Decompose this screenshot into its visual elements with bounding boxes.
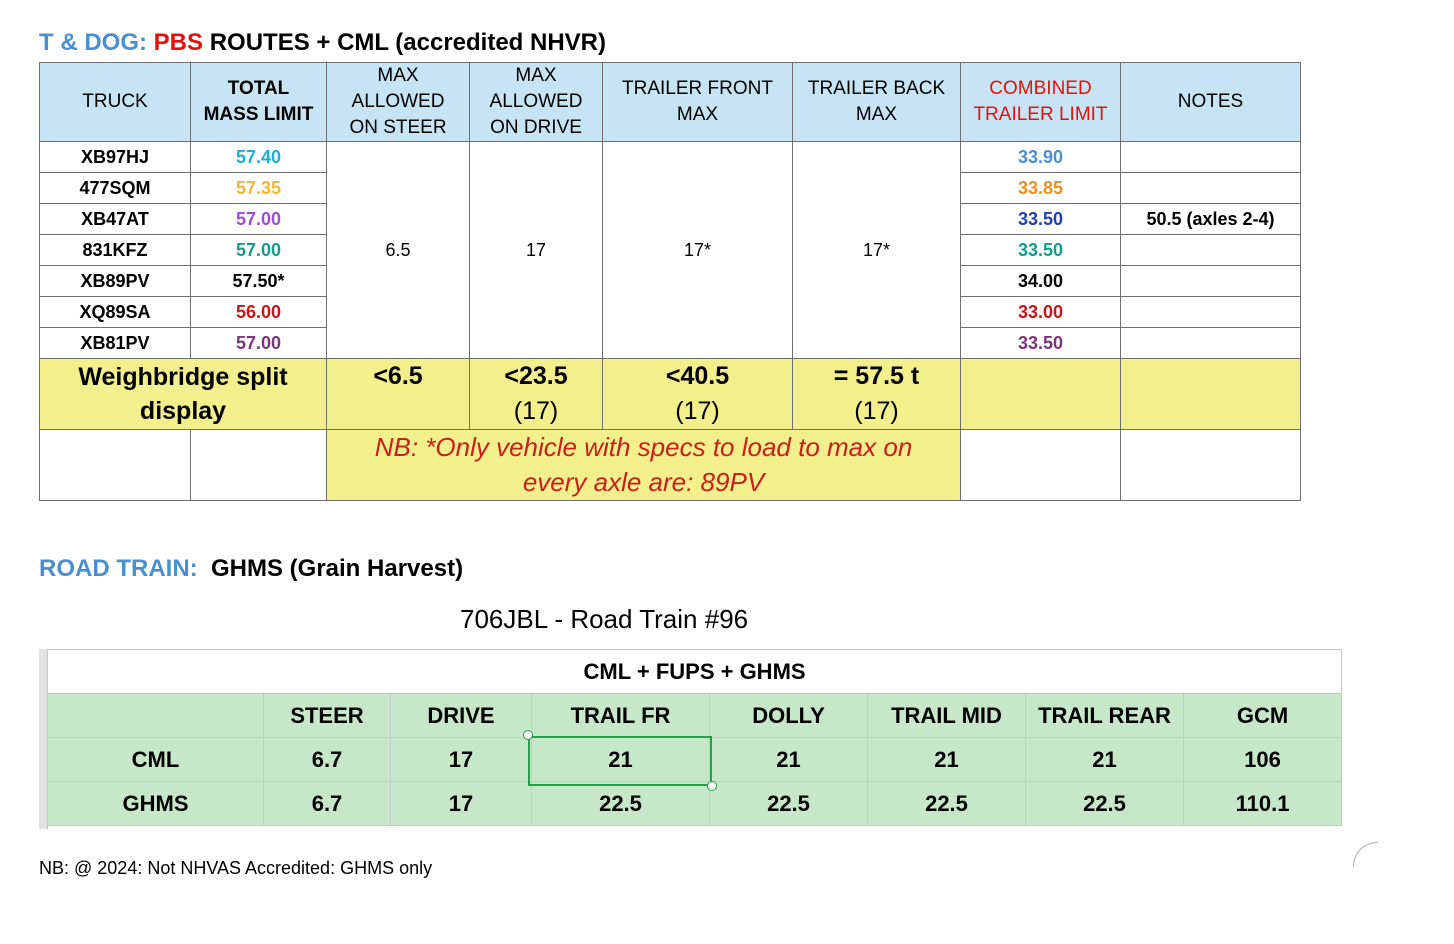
notes-cell	[1121, 173, 1301, 204]
trailer-front-value: 17*	[603, 142, 793, 359]
caption-row	[48, 650, 1342, 694]
table-row	[48, 782, 1342, 826]
section-title-t-and-dog	[39, 29, 606, 57]
table-header-row	[40, 63, 1301, 142]
notes-cell: 50.5 (axles 2-4)	[1121, 204, 1301, 235]
truck-cell: XB81PV	[40, 328, 191, 359]
header-cell[interactable]: TRAIL FR	[532, 694, 710, 738]
header-cell[interactable]: GCM	[1184, 694, 1342, 738]
combined-limit-cell: 33.90	[961, 142, 1121, 173]
data-cell[interactable]: 22.5	[532, 782, 710, 826]
data-cell[interactable]: 110.1	[1184, 782, 1342, 826]
footnote: NB: @ 2024: Not NHVAS Accredited: GHMS only	[39, 858, 433, 878]
trailer-back-value: 17*	[793, 142, 961, 359]
max-drive-value: 17	[470, 142, 603, 359]
truck-cell: XQ89SA	[40, 297, 191, 328]
title-pbs: PBS	[153, 29, 204, 56]
header-cell[interactable]: TRAIL REAR	[1026, 694, 1184, 738]
header-cell[interactable]	[48, 694, 264, 738]
combined-limit-cell: 33.50	[961, 328, 1121, 359]
title-rest: ROUTES + CML (accredited NHVR)	[209, 29, 606, 56]
mass-limit-cell: 57.00	[191, 235, 327, 266]
nb-row	[40, 430, 1301, 501]
header-row	[48, 694, 1342, 738]
header-cell[interactable]: STEER	[264, 694, 391, 738]
data-cell[interactable]: 22.5	[710, 782, 868, 826]
weighbridge-trailer-front: <40.5 (17)	[603, 359, 793, 430]
data-cell[interactable]: 21	[710, 738, 868, 782]
title-prefix: ROAD TRAIN:	[39, 555, 198, 582]
data-cell[interactable]: 6.7	[264, 738, 391, 782]
header-combined-limit: COMBINED TRAILER LIMIT	[961, 63, 1121, 142]
combined-limit-cell: 33.50	[961, 235, 1121, 266]
combined-limit-cell: 33.85	[961, 173, 1121, 204]
combined-limit-cell: 34.00	[961, 266, 1121, 297]
empty-cell	[40, 430, 191, 501]
table-row	[40, 142, 1301, 173]
section-title-road-train	[39, 555, 463, 583]
selection-handle-bottom-right[interactable]	[707, 781, 717, 791]
header-trailer-front: TRAILER FRONT MAX	[603, 63, 793, 142]
truck-cell: XB47AT	[40, 204, 191, 235]
selected-cell[interactable]: 21	[532, 738, 710, 782]
truck-cell: 831KFZ	[40, 235, 191, 266]
data-cell[interactable]: 17	[391, 782, 532, 826]
mass-limit-cell: 57.00	[191, 328, 327, 359]
max-steer-value: 6.5	[327, 142, 470, 359]
weighbridge-label: Weighbridge split display	[40, 359, 327, 430]
truck-cell: XB89PV	[40, 266, 191, 297]
data-cell[interactable]: 17	[391, 738, 532, 782]
header-notes: NOTES	[1121, 63, 1301, 142]
notes-cell	[1121, 235, 1301, 266]
header-trailer-back: TRAILER BACK MAX	[793, 63, 961, 142]
weighbridge-empty-cell	[961, 359, 1121, 430]
mass-limit-cell: 56.00	[191, 297, 327, 328]
t-dog-mass-table	[39, 62, 1301, 501]
data-cell[interactable]: 21	[1026, 738, 1184, 782]
road-train-label: 706JBL - Road Train #96	[460, 604, 749, 634]
weighbridge-row	[40, 359, 1301, 430]
weighbridge-steer: <6.5	[327, 359, 470, 430]
combined-limit-cell: 33.50	[961, 204, 1121, 235]
truck-cell: 477SQM	[40, 173, 191, 204]
notes-cell	[1121, 297, 1301, 328]
data-cell[interactable]: 21	[868, 738, 1026, 782]
header-cell[interactable]: DRIVE	[391, 694, 532, 738]
mass-limit-cell: 57.00	[191, 204, 327, 235]
nb-note: NB: *Only vehicle with specs to load to max on every axle are: 89PV	[327, 430, 961, 501]
data-cell[interactable]: 106	[1184, 738, 1342, 782]
table-row	[48, 738, 1342, 782]
data-cell[interactable]: 6.7	[264, 782, 391, 826]
title-prefix: T & DOG:	[39, 29, 147, 56]
header-total-mass: TOTAL MASS LIMIT	[191, 63, 327, 142]
data-cell[interactable]: 22.5	[868, 782, 1026, 826]
resize-corner-icon[interactable]	[1353, 842, 1378, 867]
title-rest: GHMS (Grain Harvest)	[211, 555, 464, 582]
data-cell[interactable]: 22.5	[1026, 782, 1184, 826]
header-max-steer: MAX ALLOWED ON STEER	[327, 63, 470, 142]
mass-limit-cell: 57.40	[191, 142, 327, 173]
notes-cell	[1121, 142, 1301, 173]
truck-cell: XB97HJ	[40, 142, 191, 173]
header-truck: TRUCK	[40, 63, 191, 142]
header-cell[interactable]: TRAIL MID	[868, 694, 1026, 738]
table-caption[interactable]: CML + FUPS + GHMS	[48, 650, 1342, 694]
data-cell[interactable]: CML	[48, 738, 264, 782]
notes-cell	[1121, 328, 1301, 359]
empty-cell	[191, 430, 327, 501]
data-cell[interactable]: GHMS	[48, 782, 264, 826]
combined-limit-cell: 33.00	[961, 297, 1121, 328]
notes-cell	[1121, 266, 1301, 297]
empty-cell	[961, 430, 1121, 501]
weighbridge-empty-cell	[1121, 359, 1301, 430]
empty-cell	[1121, 430, 1301, 501]
mass-limit-cell: 57.35	[191, 173, 327, 204]
weighbridge-drive: <23.5 (17)	[470, 359, 603, 430]
selection-handle-top-left[interactable]	[523, 730, 533, 740]
road-train-table	[47, 649, 1342, 826]
header-cell[interactable]: DOLLY	[710, 694, 868, 738]
mass-limit-cell: 57.50*	[191, 266, 327, 297]
header-max-drive: MAX ALLOWED ON DRIVE	[470, 63, 603, 142]
weighbridge-trailer-back: = 57.5 t (17)	[793, 359, 961, 430]
road-train-sheet	[39, 649, 1341, 829]
